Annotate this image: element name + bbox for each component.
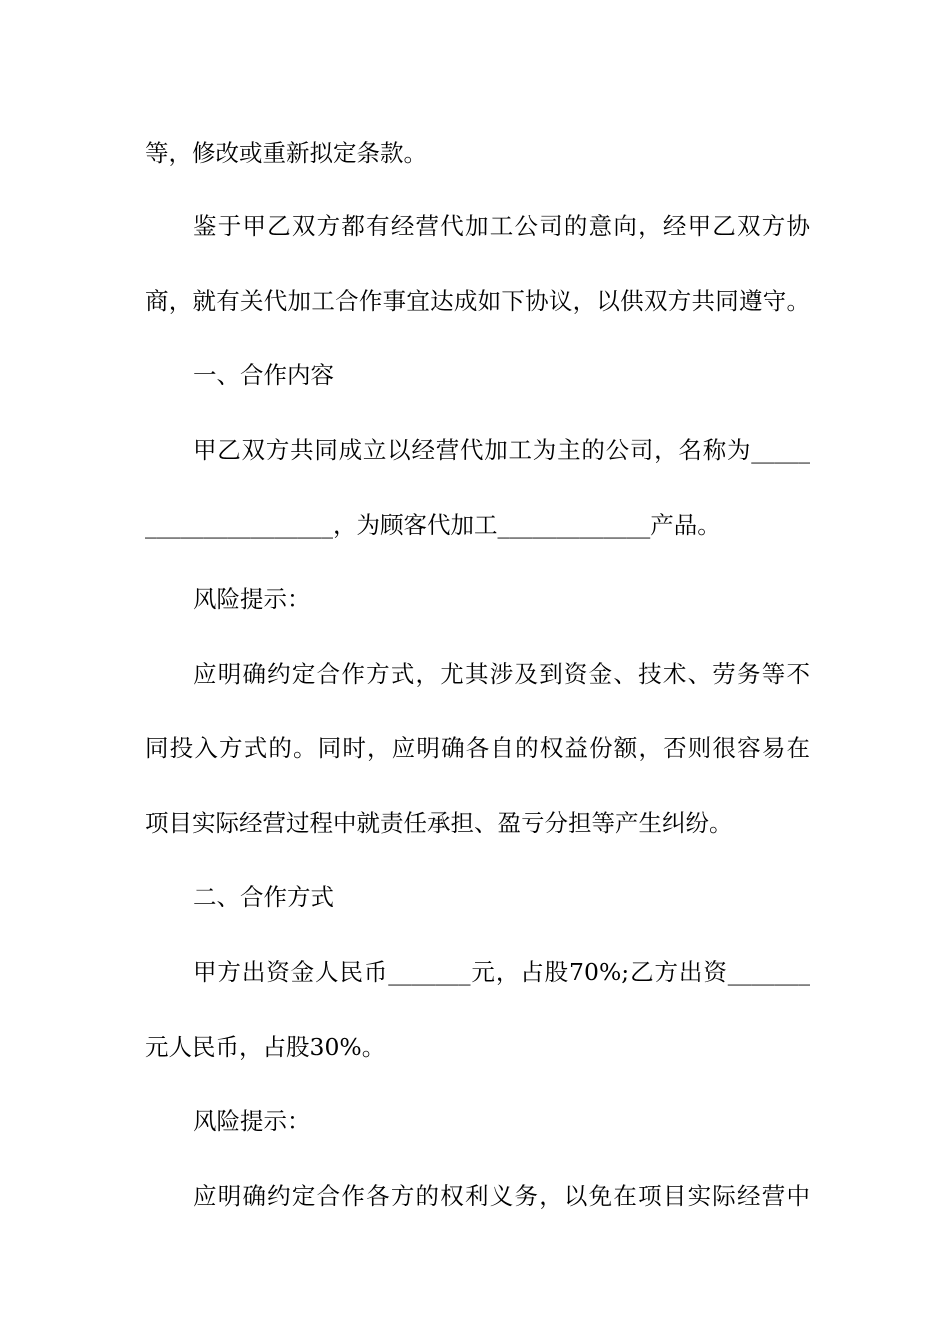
text-line-6: ________________，为顾客代加工_____________产品。 <box>145 511 721 539</box>
section-heading-2: 二、合作方式 <box>193 883 334 911</box>
risk-tip-label-1: 风险提示： <box>193 585 311 613</box>
text-line-15: 应明确约定合作各方的权利义务，以免在项目实际经营中 <box>193 1182 810 1210</box>
text-line-12: 甲方出资金人民币_______元，占股70%;乙方出资_______ <box>193 958 810 986</box>
text-line-2: 鉴于甲乙双方都有经营代加工公司的意向，经甲乙双方协 <box>193 212 810 240</box>
risk-tip-label-2: 风险提示： <box>193 1107 311 1135</box>
text-line-9: 同投入方式的。同时，应明确各自的权益份额，否则很容易在 <box>145 734 810 762</box>
text-line-13: 元人民币，占股30%。 <box>145 1033 386 1061</box>
text-line-8: 应明确约定合作方式，尤其涉及到资金、技术、劳务等不 <box>193 660 810 688</box>
text-line-5: 甲乙双方共同成立以经营代加工为主的公司，名称为_____ <box>193 436 810 464</box>
section-heading-1: 一、合作内容 <box>193 361 334 389</box>
text-line-1: 等，修改或重新拟定条款。 <box>145 139 427 167</box>
text-line-3: 商，就有关代加工合作事宜达成如下协议，以供双方共同遵守。 <box>145 287 810 315</box>
text-line-10: 项目实际经营过程中就责任承担、盈亏分担等产生纠纷。 <box>145 809 733 837</box>
